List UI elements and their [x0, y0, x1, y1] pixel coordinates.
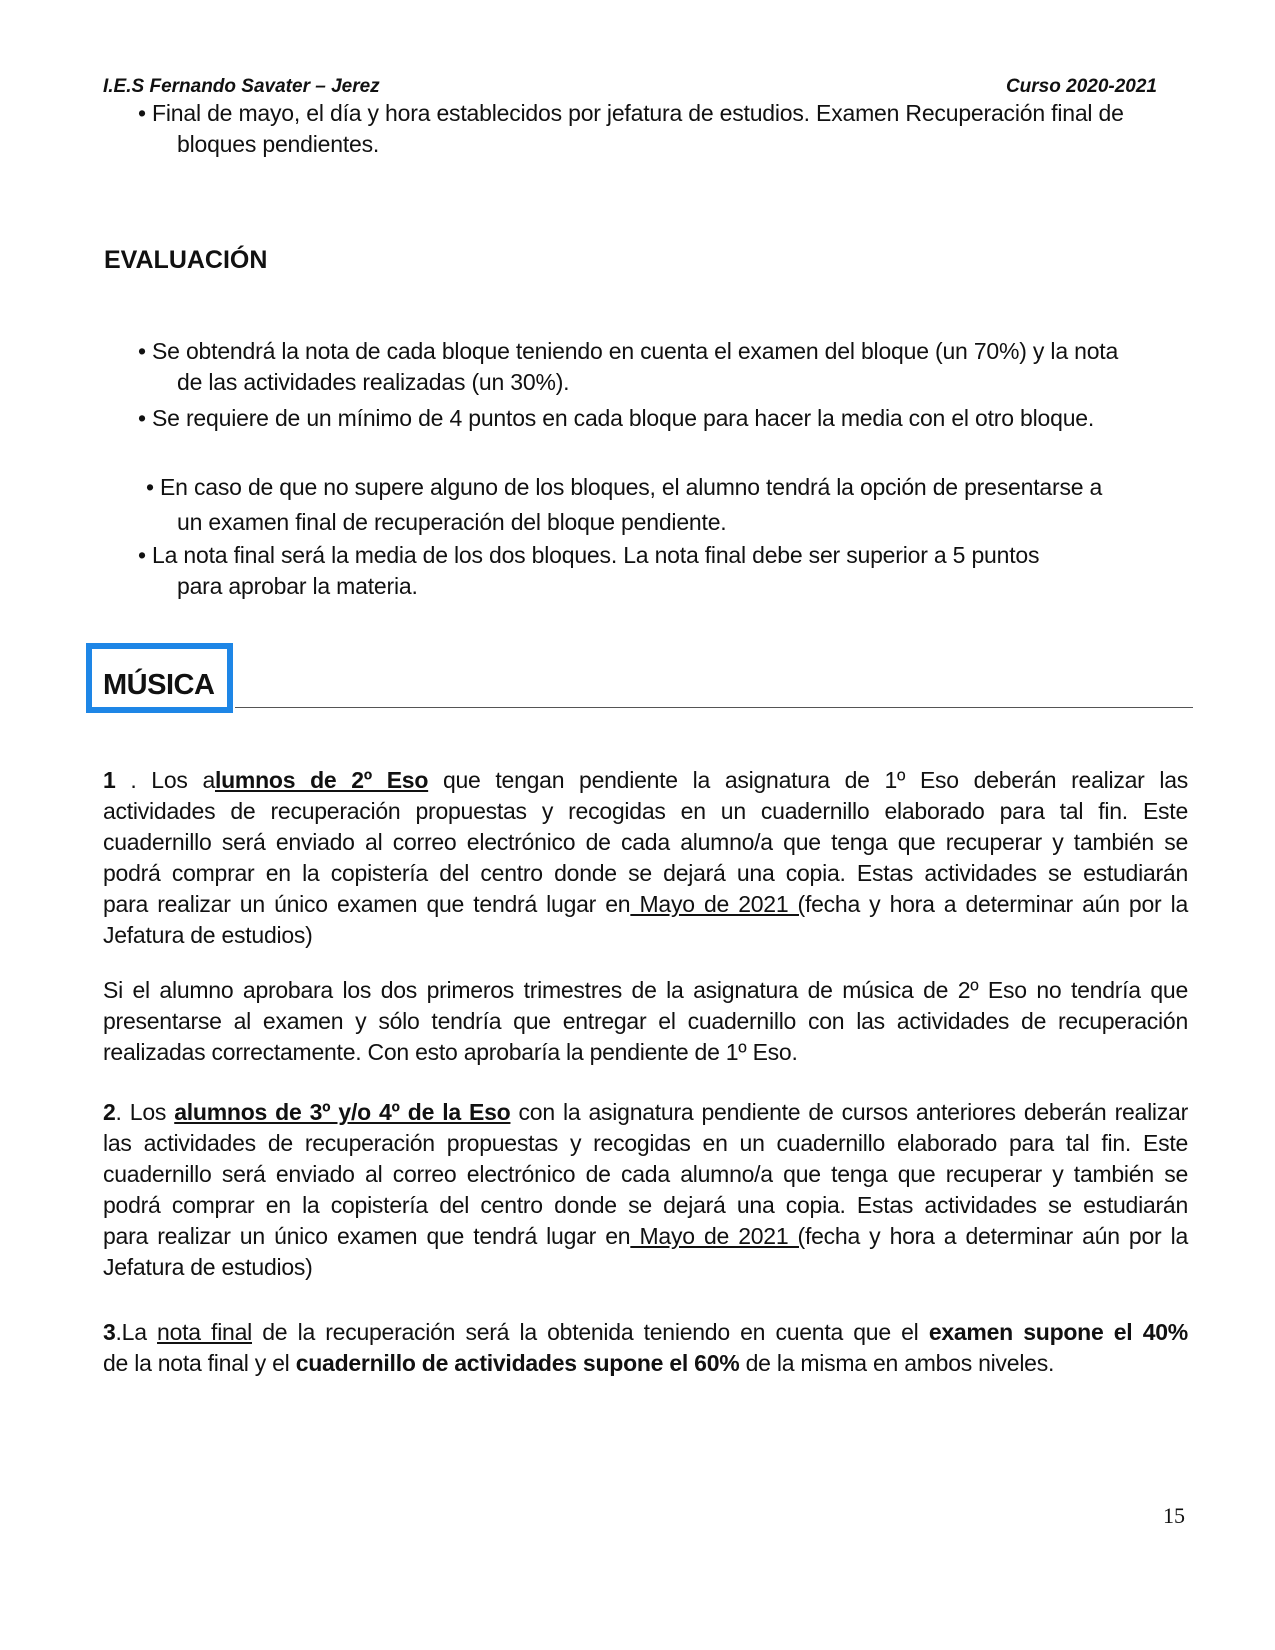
p4-number: 3	[103, 1319, 116, 1345]
page-number: 15	[1163, 1503, 1185, 1528]
musica-paragraph-4	[103, 1317, 1188, 1379]
eval-bullet-4-line-1: • La nota final será la media de los dos bloques. La nota final debe ser superior a 5 puntos	[138, 542, 1040, 568]
p3-text: para realizar un único examen que tendrá lugar en	[103, 1223, 631, 1249]
musica-paragraph-2	[103, 975, 1188, 1068]
header-right: Curso 2020-2021	[1005, 76, 1157, 97]
p4-emphasis: cuadernillo de actividades supone el 60%	[295, 1350, 740, 1376]
p4-line-2	[103, 1348, 1188, 1379]
p1-text: para realizar un único examen que tendrá lugar en	[103, 891, 631, 917]
musica-paragraph-1	[103, 765, 1188, 951]
p1-emphasis: lumnos de 2º Eso	[214, 767, 429, 793]
p1-line-5	[103, 889, 1188, 920]
p1-text: fecha y hora a determinar aún por la	[804, 891, 1189, 917]
p4-line-1	[103, 1317, 1188, 1348]
musica-paragraph-3	[103, 1097, 1188, 1283]
p4-text: .La	[115, 1319, 158, 1345]
eval-bullet-4-line-2: para aprobar la materia.	[177, 573, 418, 599]
eval-bullet-1-line-1: • Se obtendrá la nota de cada bloque teniendo en cuenta el examen del bloque (un 70%) y la nota	[138, 338, 1119, 364]
header-left: I.E.S Fernando Savater – Jerez	[103, 76, 380, 97]
top-bullet-line-1: • Final de mayo, el día y hora establecidos por jefatura de estudios. Examen Recuperación final de	[138, 100, 1124, 126]
p4-underlined: nota final	[157, 1319, 252, 1345]
p4-text: de la misma en ambos niveles.	[739, 1350, 1055, 1376]
p3-line-3: cuadernillo será enviado al correo electrónico de cada alumno/a que tenga que recuperar y también se	[103, 1161, 1188, 1187]
p3-line-5	[103, 1221, 1188, 1252]
p1-line-1	[103, 765, 1188, 796]
p2-line-1: Si el alumno aprobara los dos primeros trimestres de la asignatura de música de 2º Eso no tendría que	[103, 977, 1188, 1003]
eval-bullet-3-line-2: un examen final de recuperación del bloque pendiente.	[177, 509, 727, 535]
p4-text: de la recuperación será la obtenida teniendo en cuenta que el	[252, 1319, 929, 1345]
p2-line-3: realizadas correctamente. Con esto aprobaría la pendiente de 1º Eso.	[103, 1039, 798, 1065]
p3-text: . Los	[115, 1099, 175, 1125]
eval-bullet-2-line-1: • Se requiere de un mínimo de 4 puntos en cada bloque para hacer la media con el otro bloque.	[138, 405, 1095, 431]
p3-line-1	[103, 1097, 1188, 1128]
top-bullet-line-2: bloques pendientes.	[177, 131, 380, 157]
p3-date: Mayo de 2021 (	[630, 1223, 805, 1249]
p3-emphasis: alumnos de 3º y/o 4º de la Eso	[174, 1099, 511, 1125]
p3-line-2: las actividades de recuperación propuestas y recogidas en un cuadernillo elaborado para tal fin. Este	[103, 1130, 1188, 1156]
p3-line-4: podrá comprar en la copistería del centro donde se dejará una copia. Estas actividades se estudiarán	[103, 1192, 1188, 1218]
eval-bullet-1-line-2: de las actividades realizadas (un 30%).	[177, 369, 570, 395]
p3-line-6: Jefatura de estudios)	[103, 1254, 313, 1280]
p1-number: 1	[103, 767, 116, 793]
p1-date: Mayo de 2021 (	[630, 891, 805, 917]
p1-line-6: Jefatura de estudios)	[103, 922, 313, 948]
p1-text: . Los a	[115, 767, 215, 793]
p1-text: que tengan pendiente la asignatura de 1º Eso deberán realizar las	[428, 767, 1188, 793]
p3-number: 2	[103, 1099, 116, 1125]
p1-line-2: actividades de recuperación propuestas y recogidas en un cuadernillo elaborado para tal fin. Este	[103, 798, 1188, 824]
p1-line-4: podrá comprar en la copistería del centro donde se dejará una copia. Estas actividades se estudiarán	[103, 860, 1188, 886]
p1-line-3: cuadernillo será enviado al correo electrónico de cada alumno/a que tenga que recuperar y también se	[103, 829, 1188, 855]
p3-text: fecha y hora a determinar aún por la	[804, 1223, 1189, 1249]
heading-rule	[235, 707, 1193, 708]
p4-text: de la nota final y el	[103, 1350, 296, 1376]
evaluacion-heading: EVALUACIÓN	[104, 246, 268, 274]
p2-line-2: presentarse al examen y sólo tendría que entregar el cuadernillo con las actividades de recuperación	[103, 1008, 1188, 1034]
eval-bullet-3-line-1: • En caso de que no supere alguno de los bloques, el alumno tendrá la opción de presentarse a	[146, 474, 1103, 500]
p3-text: con la asignatura pendiente de cursos anteriores deberán realizar	[510, 1099, 1188, 1125]
p4-emphasis: examen supone el 40%	[928, 1319, 1188, 1345]
musica-heading: MÚSICA	[103, 669, 215, 701]
